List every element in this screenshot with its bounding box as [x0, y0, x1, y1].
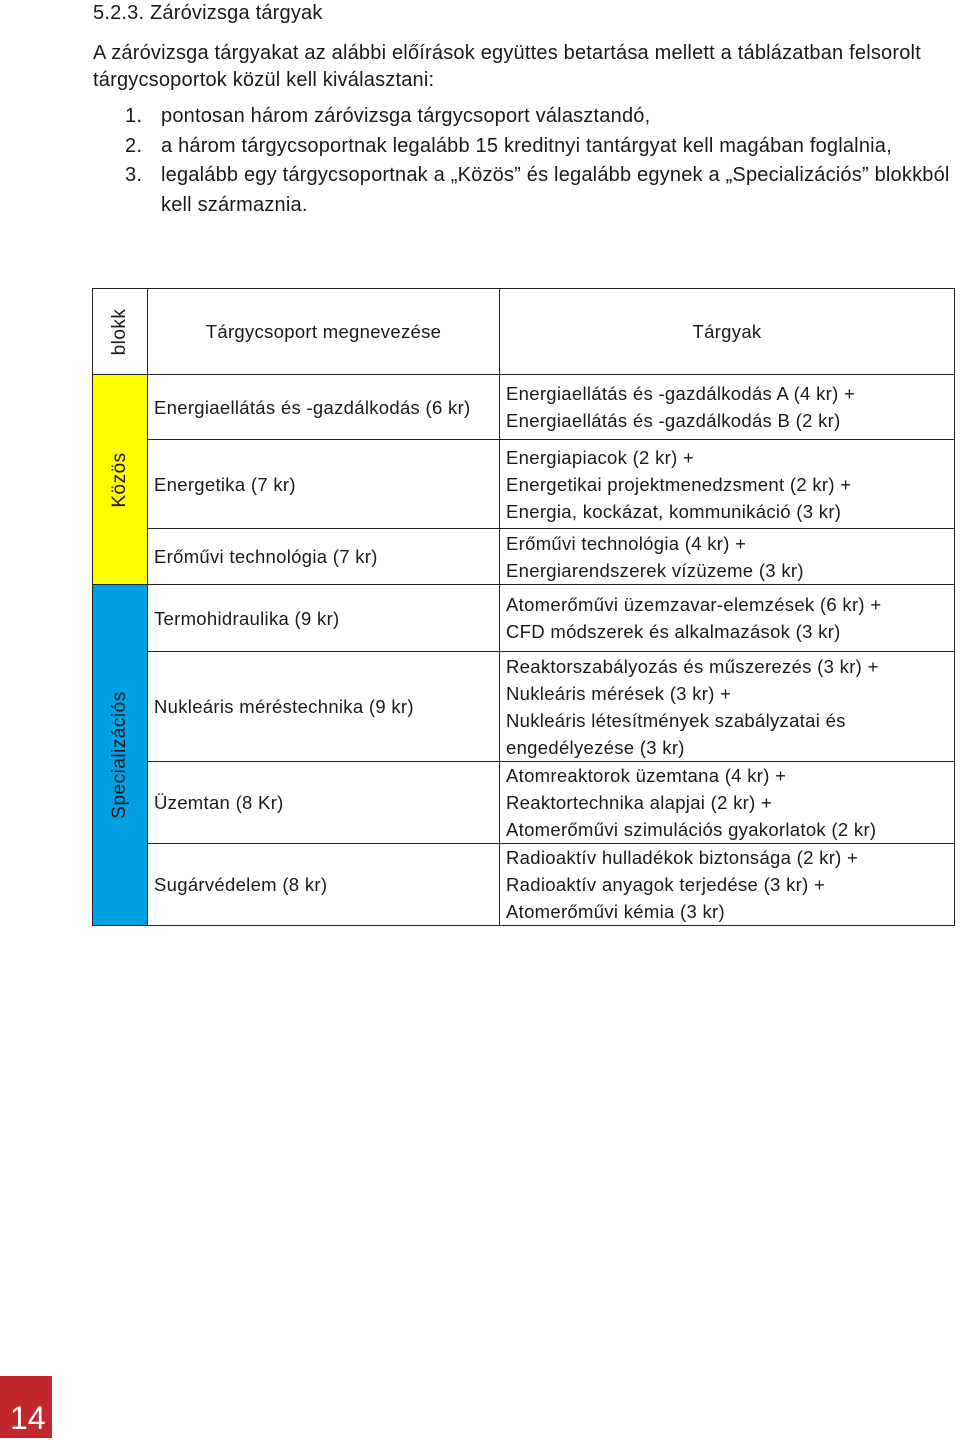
section-heading: 5.2.3. Záróvizsga tárgyak: [93, 2, 323, 24]
subject-line: Erőművi technológia (4 kr) +: [506, 532, 747, 554]
table-row: [93, 652, 955, 762]
subject-groups-table: [92, 288, 955, 926]
subject-line: Reaktortechnika alapjai (2 kr) +: [506, 792, 773, 813]
rule-item: [93, 132, 960, 162]
group-name: Energetika (7 kr): [148, 440, 500, 529]
block-specializacios: [93, 585, 148, 926]
subject-line: Energetikai projektmenedzsment (2 kr) +: [506, 473, 852, 495]
group-name: Üzemtan (8 Kr): [148, 762, 500, 844]
rule-number: 2.: [125, 134, 143, 157]
table-row: [93, 585, 955, 652]
group-name: Erőművi technológia (7 kr): [148, 529, 500, 585]
subject-line: Atomreaktorok üzemtana (4 kr) +: [506, 765, 787, 786]
group-name: Energiaellátás és -gazdálkodás (6 kr): [148, 375, 500, 440]
block-kozos-label: Közös: [109, 451, 130, 508]
rule-text: legalább egy tárgycsoportnak a „Közös” és legalább egynek a „Specializációs” blokkból kell származnia.: [161, 164, 950, 216]
subject-line: Radioaktív hulladékok biztonsága (2 kr) +: [506, 847, 859, 868]
subject-line: Atomerőművi üzemzavar-elemzések (6 kr) +: [506, 594, 882, 615]
intro-paragraph: [93, 40, 960, 94]
rules-list: [93, 102, 960, 220]
subject-list: [500, 762, 955, 844]
table-row: [93, 440, 955, 529]
header-subjects: Tárgyak: [500, 289, 955, 375]
page-number-box: [0, 1376, 52, 1438]
rule-number: 3.: [125, 164, 143, 186]
subject-line: Radioaktív anyagok terjedése (3 kr) +: [506, 874, 826, 895]
group-name: Sugárvédelem (8 kr): [148, 844, 500, 926]
group-name: Nukleáris méréstechnika (9 kr): [148, 652, 500, 762]
rule-number: 1.: [125, 105, 143, 127]
rule-item: [93, 102, 960, 132]
subject-list: [500, 440, 955, 529]
table-row: [93, 844, 955, 926]
subject-line: Nukleáris mérések (3 kr) +: [506, 682, 732, 704]
table-row: [93, 529, 955, 585]
intro-text: A záróvizsga tárgyakat az alábbi előírások együttes betartása mellett a táblázatban felsorolt tárgycsoportok közül kell kiválasztani:: [93, 42, 921, 91]
header-group: Tárgycsoport megnevezése: [148, 289, 500, 375]
subject-line: Energiarendszerek vízüzeme (3 kr): [506, 559, 804, 581]
subject-line: Atomerőművi szimulációs gyakorlatok (2 kr): [506, 819, 877, 840]
subject-line: Nukleáris létesítmények szabályzatai és engedélyezése (3 kr): [506, 709, 846, 758]
rule-text: pontosan három záróvizsga tárgycsoport választandó,: [161, 105, 651, 127]
header-block: [93, 289, 148, 375]
subject-list: [500, 844, 955, 926]
block-spec-label: Specializációs: [109, 691, 130, 819]
subject-list: [500, 375, 955, 440]
rule-item: [93, 161, 960, 220]
subject-line: Energiaellátás és -gazdálkodás A (4 kr) +: [506, 383, 856, 404]
group-name: Termohidraulika (9 kr): [148, 585, 500, 652]
subject-line: CFD módszerek és alkalmazások (3 kr): [506, 621, 841, 642]
subject-list: [500, 652, 955, 762]
table-row: [93, 762, 955, 844]
subject-line: Reaktorszabályozás és műszerezés (3 kr) +: [506, 655, 879, 677]
header-block-label: blokk: [109, 308, 130, 355]
table-row: [93, 375, 955, 440]
subject-line: Energiapiacok (2 kr) +: [506, 446, 695, 468]
subject-line: Atomerőművi kémia (3 kr): [506, 901, 725, 922]
subject-list: [500, 585, 955, 652]
rule-text: a három tárgycsoportnak legalább 15 kreditnyi tantárgyat kell magában foglalnia,: [161, 134, 892, 157]
table-header-row: [93, 289, 955, 375]
subject-line: Energia, kockázat, kommunikáció (3 kr): [506, 500, 842, 522]
subject-line: Energiaellátás és -gazdálkodás B (2 kr): [506, 410, 841, 431]
subject-list: [500, 529, 955, 585]
block-kozos: [93, 375, 148, 585]
page-number: 14: [10, 1400, 46, 1436]
